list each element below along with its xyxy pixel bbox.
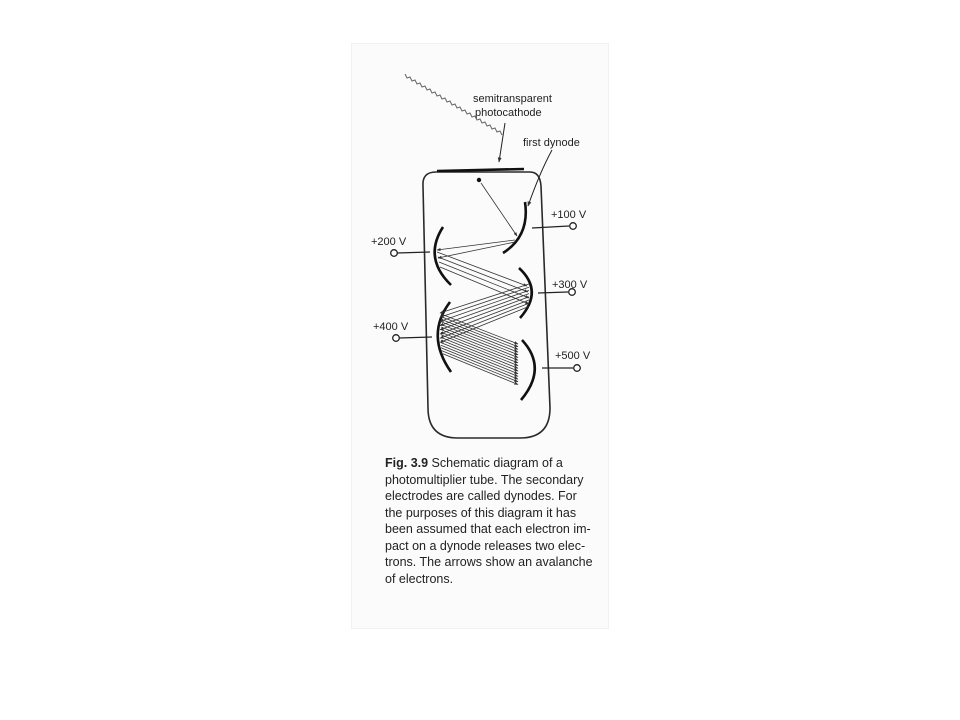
dynode-1 [503,202,526,253]
caption-line-3: electrodes are called dynodes. For [385,489,577,503]
electron-path-1a [437,240,515,250]
first-dynode-label: first dynode [523,137,580,149]
electron-path-1b [438,242,515,258]
caption-line-7: trons. The arrows show an avalanche [385,555,593,569]
voltage-label-500: +500 V [555,350,591,362]
caption-line-1 [385,455,605,472]
caption-line-1-rest: Schematic diagram of a [428,456,563,470]
dynode-4 [438,302,451,372]
lead-100v [532,226,569,228]
photocathode-label-line2: photocathode [475,107,542,119]
electron-path-3-1 [440,287,529,317]
caption-line-8: of electrons. [385,571,454,586]
caption-line-2: photomultiplier tube. The secondary [385,472,584,487]
photocathode [437,169,524,171]
electron-path-3-4 [440,297,529,330]
electron-path-2-1 [438,257,528,292]
photoelectron-dot [477,178,481,182]
voltage-label-300: +300 V [552,279,588,291]
terminal-400v [393,335,400,342]
caption-line-6: pact on a dynode releases two elec- [385,538,586,553]
dynode-5-anode [521,340,535,400]
voltage-label-100: +100 V [551,209,587,221]
caption-line-5: been assumed that each electron im- [385,522,591,536]
figure-number: Fig. 3.9 [385,456,429,470]
terminal-500v [574,365,581,372]
photocathode-label-line1: semitransparent [473,93,552,105]
figure-caption [385,455,605,587]
lead-300v [538,292,568,293]
caption-line-4: the purposes of this diagram it has [385,505,577,520]
electron-path-2-2 [439,262,529,298]
voltage-label-400: +400 V [373,321,409,333]
voltage-label-200: +200 V [371,236,407,248]
electron-path-0 [481,183,517,236]
electron-path-2-0 [437,252,527,286]
photocathode-callout-arrow [499,123,505,162]
terminal-100v [570,223,577,230]
terminal-200v [391,250,398,257]
